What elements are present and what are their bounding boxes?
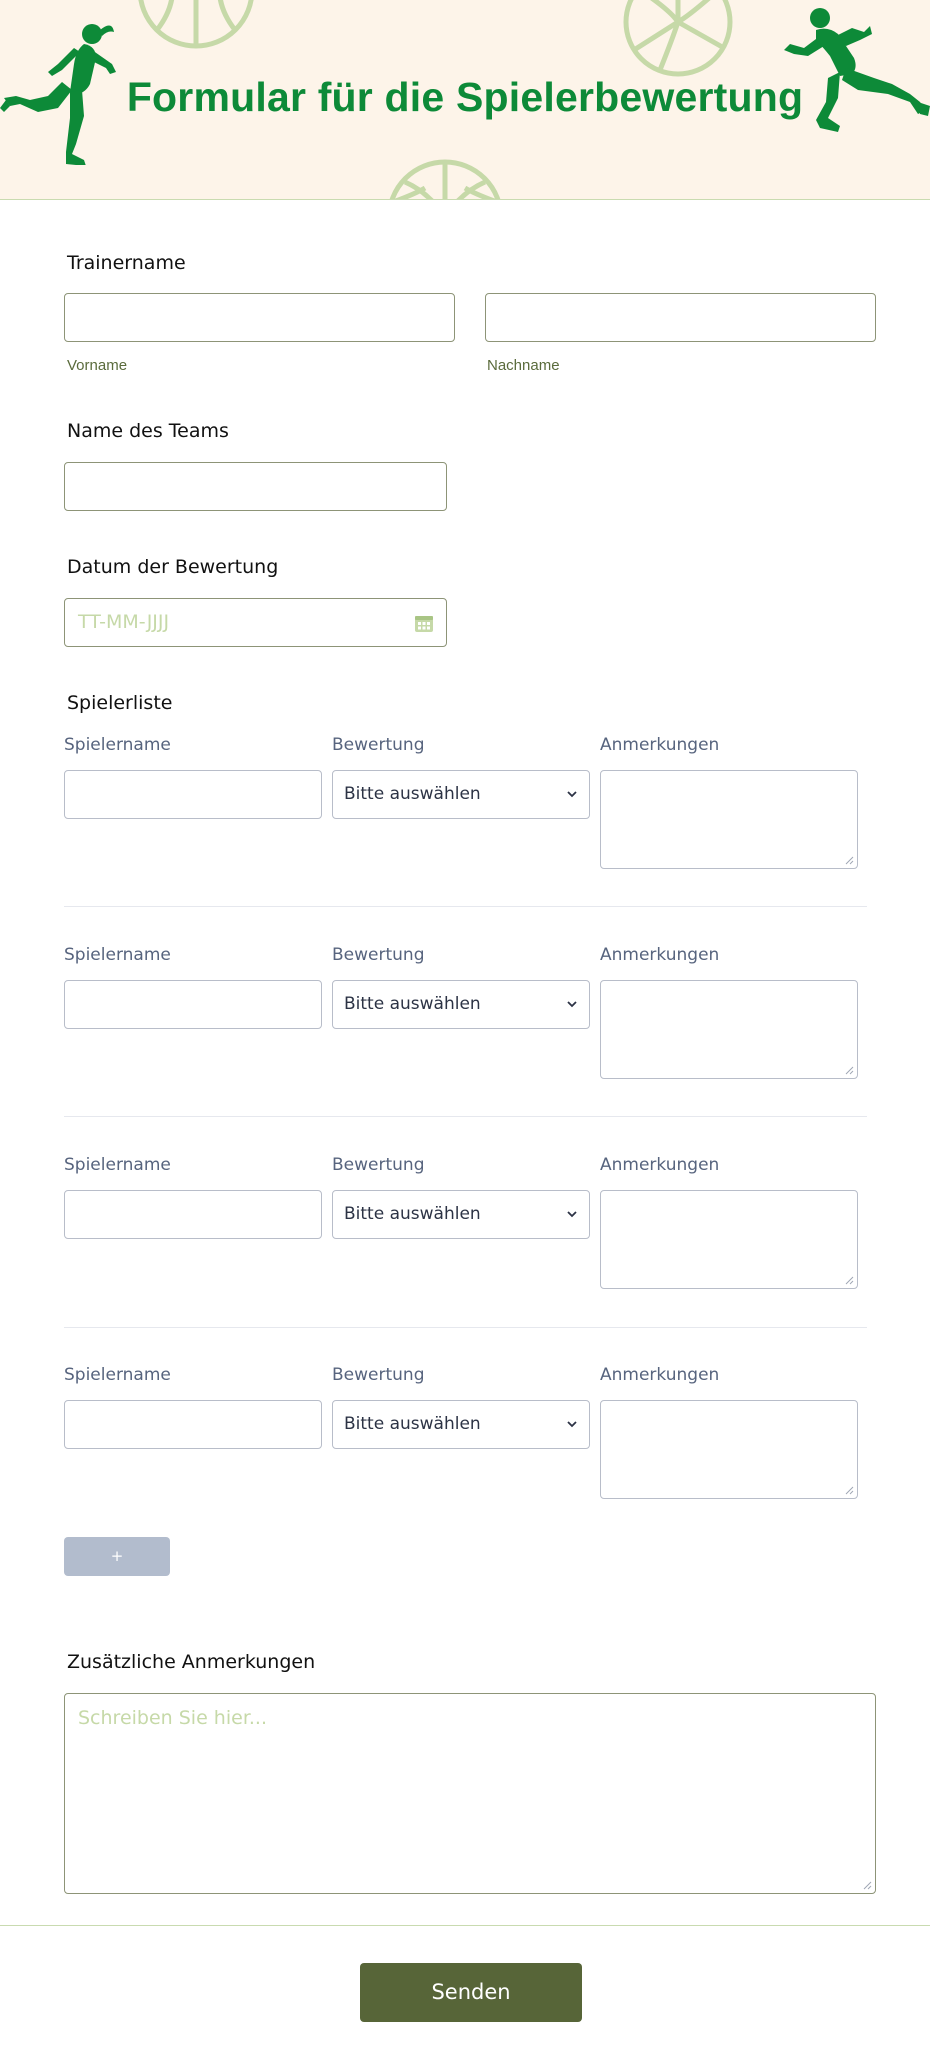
resize-handle-icon[interactable] [844, 1065, 854, 1075]
rating-select[interactable] [332, 980, 590, 1029]
chevron-down-icon [565, 981, 579, 1028]
chevron-down-icon [565, 1191, 579, 1238]
date-placeholder: TT-MM-JJJJ [78, 611, 170, 633]
rating-select-value: Bitte auswählen [344, 994, 481, 1014]
column-label-player-name: Spielername [64, 1365, 171, 1385]
additional-notes-textarea[interactable] [64, 1693, 876, 1894]
rating-select[interactable] [332, 770, 590, 819]
last-name-input[interactable] [485, 293, 876, 342]
rating-select[interactable] [332, 1400, 590, 1449]
last-name-sublabel: Nachname [487, 357, 560, 374]
column-label-rating: Bewertung [332, 735, 425, 755]
form-title: Formular für die Spielerbewertung [126, 74, 804, 120]
submit-button[interactable]: Senden [360, 1963, 582, 2022]
resize-handle-icon[interactable] [844, 1275, 854, 1285]
footer-divider [0, 1925, 930, 1926]
column-label-player-name: Spielername [64, 735, 171, 755]
date-label: Datum der Bewertung [67, 556, 279, 578]
column-label-player-name: Spielername [64, 1155, 171, 1175]
column-label-rating: Bewertung [332, 945, 425, 965]
column-label-rating: Bewertung [332, 1365, 425, 1385]
player-name-input[interactable] [64, 980, 322, 1029]
basketball-icon [133, 0, 259, 50]
form-header [0, 0, 930, 200]
column-label-rating: Bewertung [332, 1155, 425, 1175]
player-name-input[interactable] [64, 1190, 322, 1239]
rating-select-value: Bitte auswählen [344, 1204, 481, 1224]
date-input[interactable] [64, 598, 447, 647]
first-name-input[interactable] [64, 293, 455, 342]
trainer-name-label: Trainername [67, 252, 186, 274]
volleyball-icon [385, 158, 505, 200]
row-divider [64, 906, 867, 907]
player-list-label: Spielerliste [67, 692, 173, 714]
column-label-notes: Anmerkungen [600, 1365, 720, 1385]
notes-textarea[interactable] [600, 1190, 858, 1289]
add-player-row-button[interactable]: + [64, 1537, 170, 1576]
row-divider [64, 1327, 867, 1328]
column-label-notes: Anmerkungen [600, 735, 720, 755]
additional-notes-placeholder: Schreiben Sie hier... [78, 1707, 268, 1729]
player-name-input[interactable] [64, 1400, 322, 1449]
additional-notes-label: Zusätzliche Anmerkungen [67, 1651, 316, 1673]
column-label-player-name: Spielername [64, 945, 171, 965]
chevron-down-icon [565, 1401, 579, 1448]
notes-textarea[interactable] [600, 1400, 858, 1499]
row-divider [64, 1116, 867, 1117]
team-name-label: Name des Teams [67, 420, 229, 442]
notes-textarea[interactable] [600, 770, 858, 869]
column-label-notes: Anmerkungen [600, 1155, 720, 1175]
team-name-input[interactable] [64, 462, 447, 511]
rating-select[interactable] [332, 1190, 590, 1239]
rating-select-value: Bitte auswählen [344, 784, 481, 804]
first-name-sublabel: Vorname [67, 357, 128, 374]
calendar-icon[interactable] [414, 614, 434, 633]
resize-handle-icon[interactable] [844, 1485, 854, 1495]
column-label-notes: Anmerkungen [600, 945, 720, 965]
rating-select-value: Bitte auswählen [344, 1414, 481, 1434]
resize-handle-icon[interactable] [844, 855, 854, 865]
chevron-down-icon [565, 771, 579, 818]
player-name-input[interactable] [64, 770, 322, 819]
notes-textarea[interactable] [600, 980, 858, 1079]
resize-handle-icon[interactable] [862, 1880, 872, 1890]
